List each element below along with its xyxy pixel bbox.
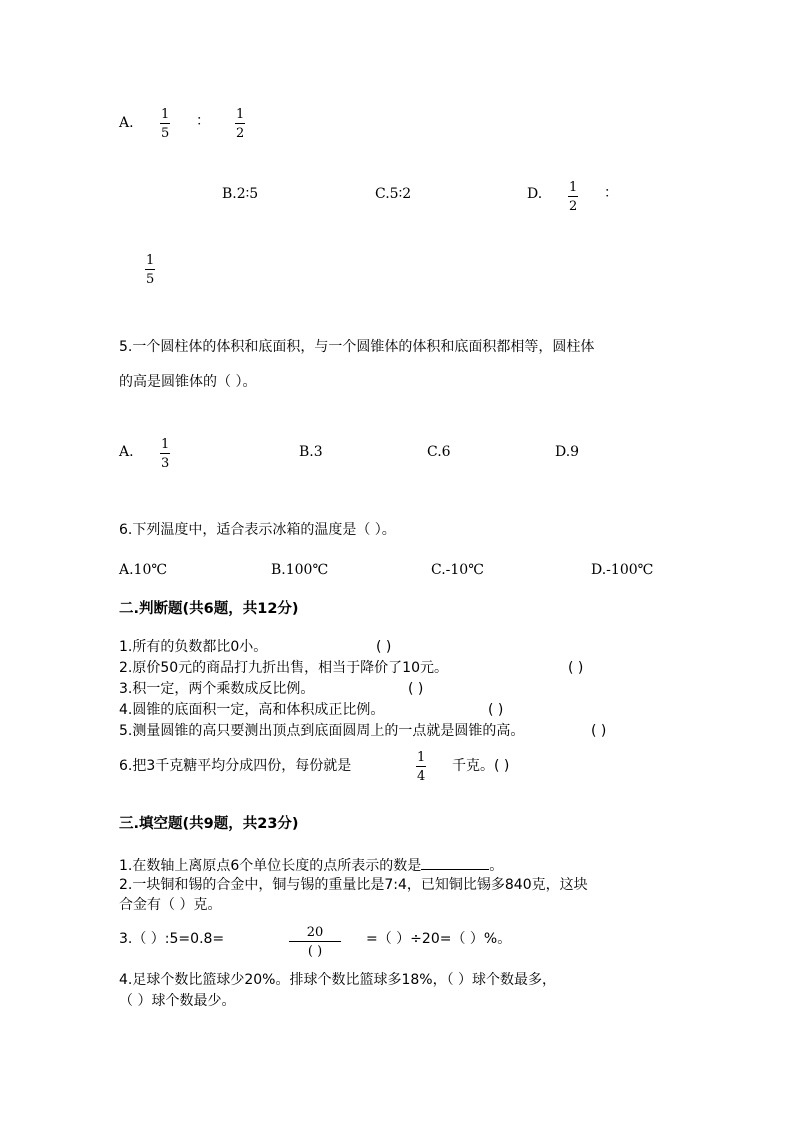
tf-item-6-text: 6.把3千克糖平均分成四份，每份就是	[119, 758, 352, 774]
fill-q2-line-1: 2.一块铜和锡的合金中，铜与锡的重量比是7:4，已知铜比锡多840克，这块	[119, 877, 588, 893]
tf-item-4-text: 4.圆锥的底面积一定，高和体积成正比例。	[119, 702, 385, 718]
tf-item-5-answer-paren[interactable]: ( )	[591, 723, 607, 739]
tf-item-2-answer-paren[interactable]: ( )	[568, 660, 584, 676]
fraction-denominator: 4	[417, 769, 426, 784]
fraction-denominator: ( )	[307, 944, 323, 959]
fill-q1-answer-blank[interactable]	[421, 857, 489, 870]
fraction-denominator: 2	[569, 199, 578, 214]
q4-option-b: B.2∶5	[222, 186, 259, 202]
q6-option-b: B.100℃	[271, 562, 329, 578]
q6-stem: 6.下列温度中，适合表示冰箱的温度是（ ）。	[119, 522, 396, 538]
fraction-numerator: 1	[161, 437, 170, 452]
tf-item-6-tail: 千克。( )	[452, 758, 510, 774]
q6-option-a: A.10℃	[119, 562, 168, 578]
fill-q2-line-2: 合金有（ ）克。	[119, 897, 222, 913]
q4-option-c: C.5∶2	[375, 186, 412, 202]
fill-q3-part-2: =（ ）÷20=（ ）%。	[366, 931, 512, 947]
fill-q3-fraction	[289, 926, 341, 958]
tf-item-2-text: 2.原价50元的商品打九折出售，相当于降价了10元。	[119, 660, 448, 676]
fill-q3-part-1: 3.（ ）:5=0.8=	[119, 931, 225, 947]
section-3-heading: 三.填空题(共9题，共23分)	[119, 816, 299, 832]
fill-q1-text	[119, 857, 503, 873]
tf-item-4-answer-paren[interactable]: ( )	[488, 702, 504, 718]
q4-option-d-label: D.	[527, 186, 543, 202]
q4-option-d-colon: ：	[604, 185, 618, 201]
fraction-numerator: 1	[161, 107, 170, 122]
tf-item-1-answer-paren[interactable]: ( )	[376, 639, 392, 655]
fraction-numerator: 1	[569, 180, 578, 195]
fraction-denominator: 2	[236, 126, 245, 141]
tf-item-3-answer-paren[interactable]: ( )	[408, 681, 424, 697]
q5-option-c: C.6	[427, 444, 451, 460]
q4-option-d-fraction-2	[145, 254, 155, 286]
fill-q4-line-2: （ ）球个数最少。	[119, 993, 236, 1009]
q4-option-a-fraction-2	[235, 108, 245, 140]
q5-stem-line-1: 5.一个圆柱体的体积和底面积，与一个圆锥体的体积和底面积都相等，圆柱体	[119, 339, 595, 355]
q5-option-b: B.3	[299, 444, 323, 460]
tf-item-3-text: 3.积一定，两个乘数成反比例。	[119, 681, 315, 697]
section-2-heading: 二.判断题(共6题，共12分)	[119, 601, 299, 617]
q5-option-a-label: A.	[119, 444, 134, 460]
fill-q4-line-1: 4.足球个数比篮球少20%。排球个数比篮球多18%，（ ）球个数最多，	[119, 972, 557, 988]
fraction-numerator: 1	[146, 253, 155, 268]
fill-q1-stem: 1.在数轴上离原点6个单位长度的点所表示的数是	[119, 858, 422, 874]
tf-item-5-text: 5.测量圆锥的高只要测出顶点到底面圆周上的一点就是圆锥的高。	[119, 723, 525, 739]
q6-option-d: D.-100℃	[591, 562, 654, 578]
q5-stem-line-2: 的高是圆锥体的（ ）。	[119, 374, 257, 390]
q4-option-a-label: A.	[119, 115, 134, 131]
q5-option-a-fraction	[160, 438, 170, 470]
q4-option-d-fraction-1	[568, 181, 578, 213]
tf-item-1-text: 1.所有的负数都比0小。	[119, 639, 268, 655]
fraction-numerator: 1	[417, 750, 426, 765]
fraction-denominator: 3	[161, 456, 170, 471]
q5-option-d: D.9	[555, 444, 580, 460]
fraction-denominator: 5	[146, 272, 155, 287]
fraction-numerator: 20	[306, 925, 324, 940]
tf-item-6-fraction	[416, 751, 426, 783]
fraction-denominator: 5	[161, 126, 170, 141]
fill-q1-end: 。	[489, 858, 504, 874]
q4-option-a-fraction-1	[160, 108, 170, 140]
q6-option-c: C.-10℃	[431, 562, 484, 578]
fraction-numerator: 1	[236, 107, 245, 122]
q4-option-a-colon: ：	[196, 113, 210, 129]
